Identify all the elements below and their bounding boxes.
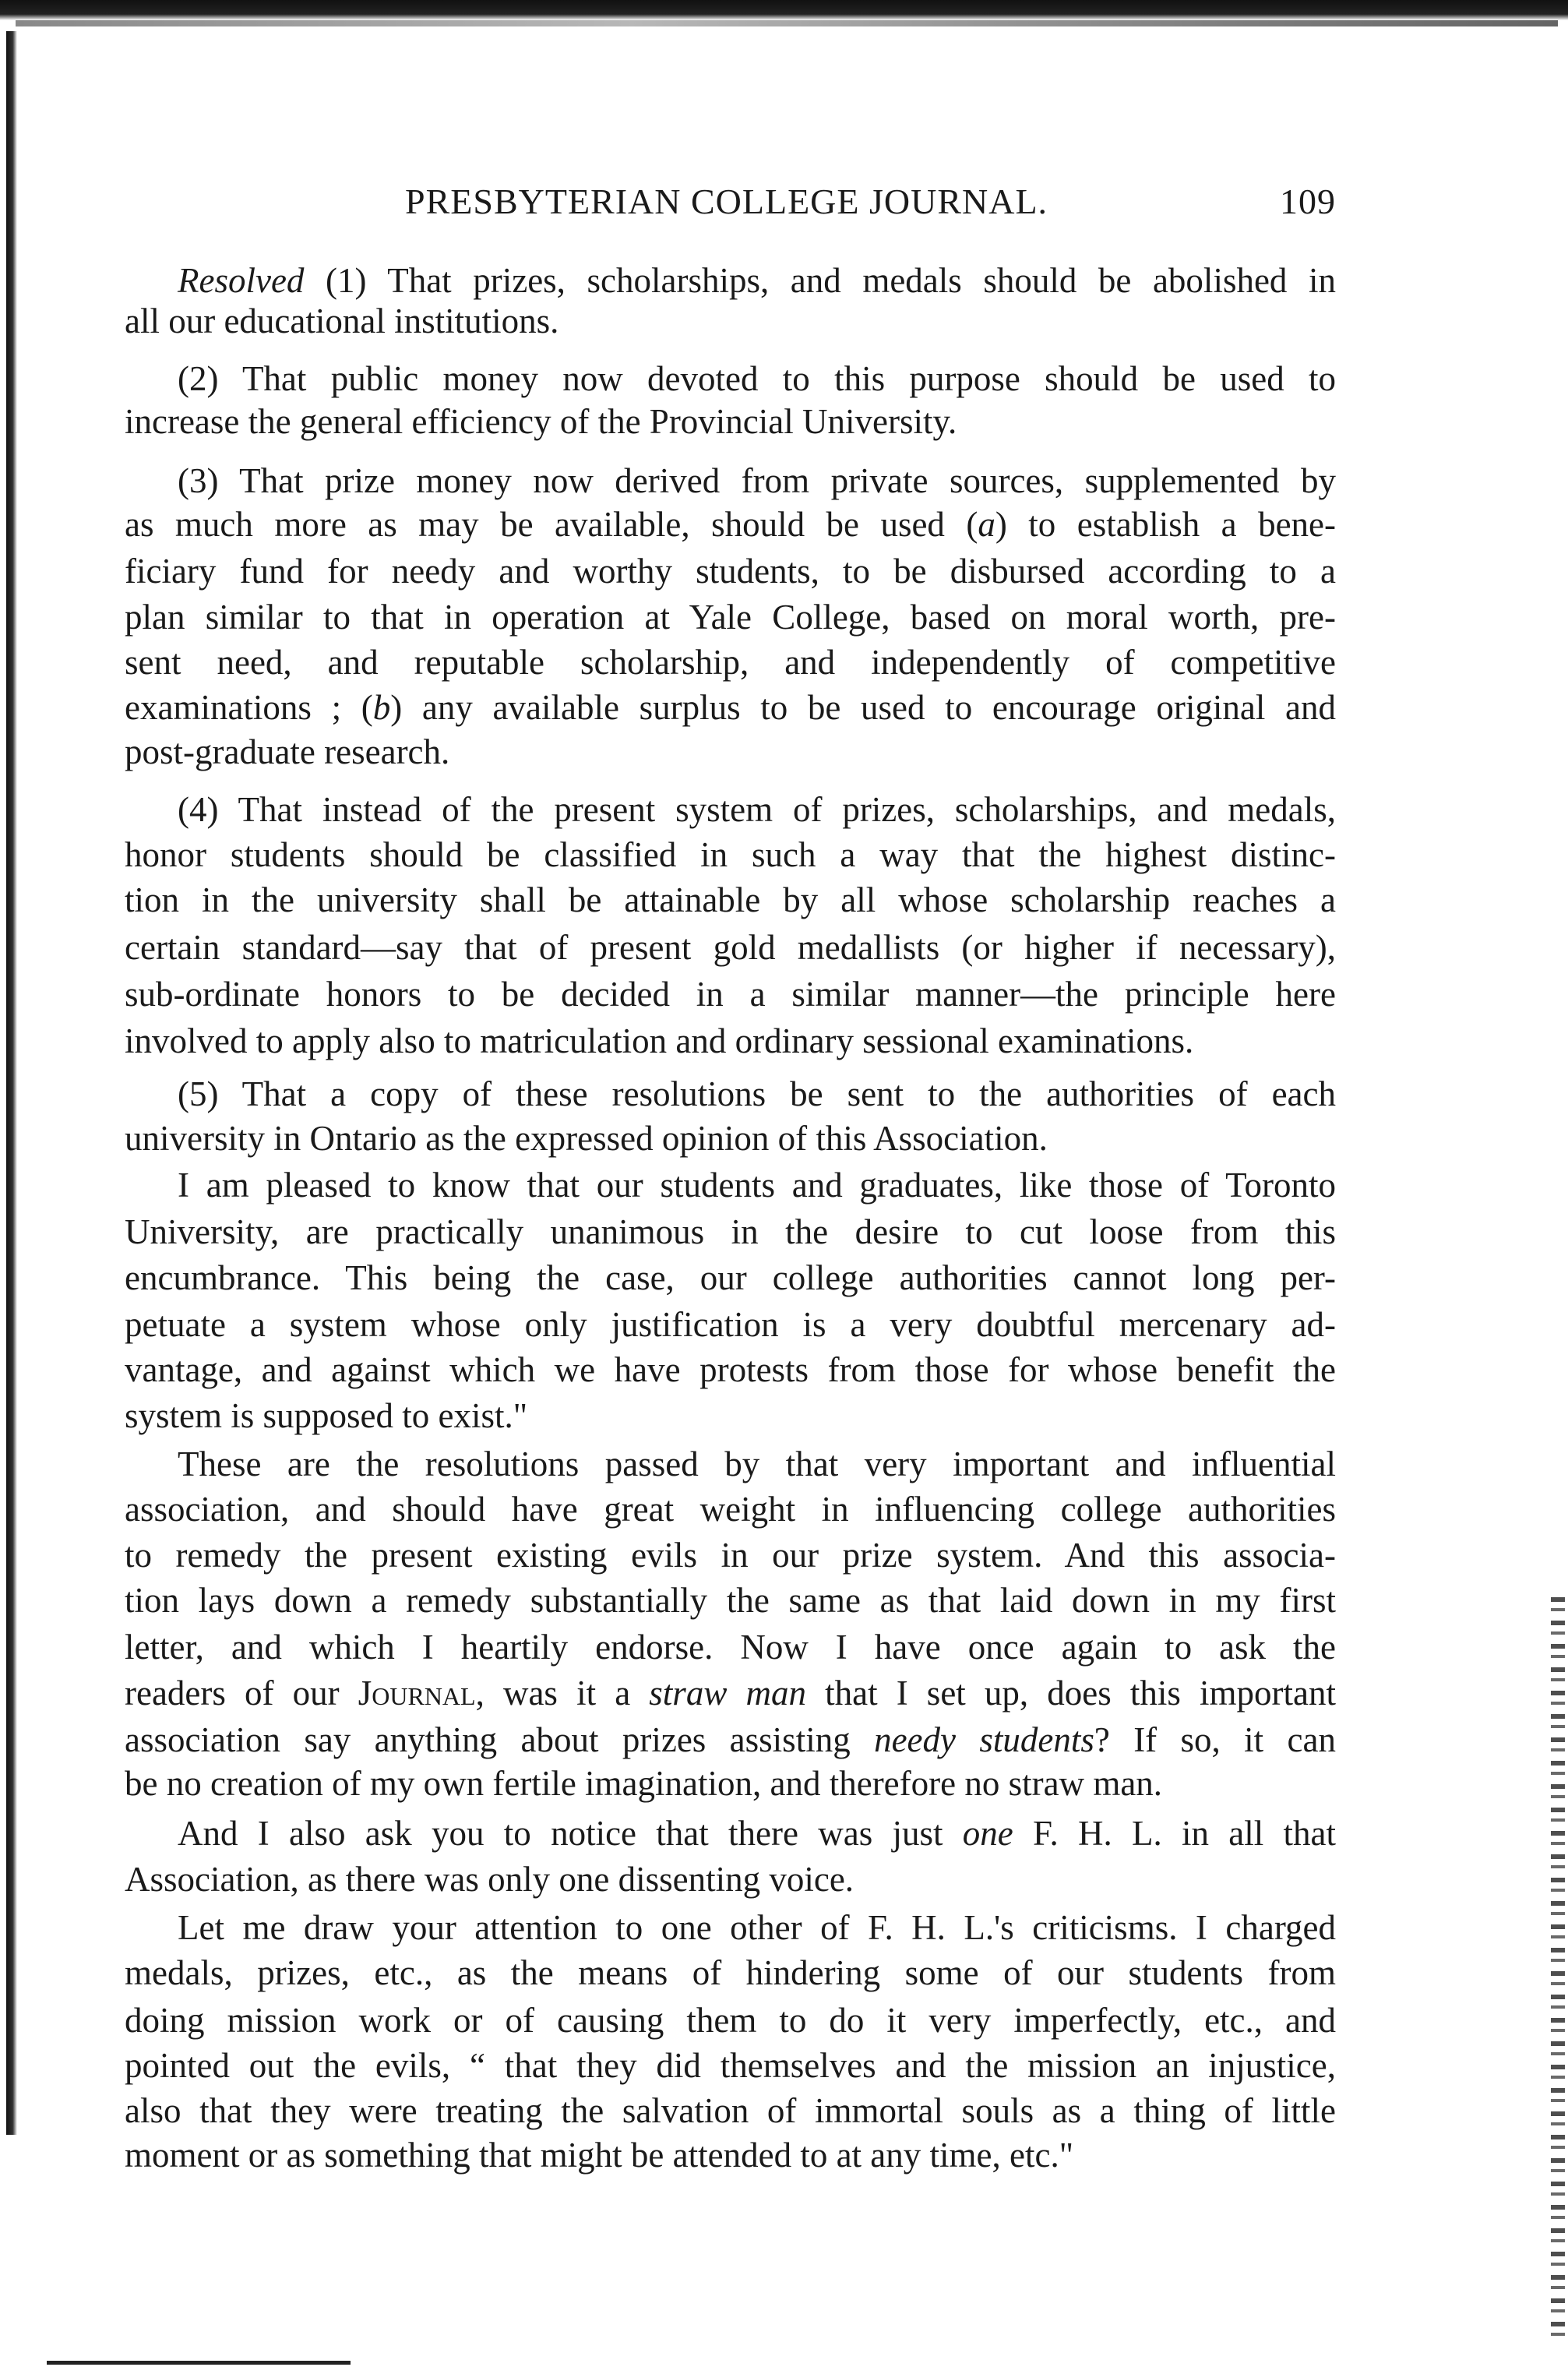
text-run: tion in the university shall be attainable by all whose scholarship reaches a (125, 880, 1336, 919)
text-line (125, 2089, 1336, 2132)
text-line (125, 1718, 1336, 1762)
text-run: (5) That a copy of these resolutions be sent to the authorities of each (178, 1074, 1336, 1113)
text-line (125, 1348, 1336, 1392)
text-run: letter, and which I heartily endorse. Now I have once again to ask the (125, 1628, 1336, 1667)
text-line (125, 1394, 1336, 1437)
text-run: system is supposed to exist." (125, 1396, 528, 1435)
text-line (125, 1998, 1336, 2042)
text-line (125, 833, 1336, 877)
italic-text: one (962, 1814, 1013, 1853)
text-line (125, 503, 1336, 546)
text-line (125, 926, 1336, 969)
text-line (125, 1533, 1336, 1577)
text-run: Association, as there was only one dissenting voice. (125, 1860, 854, 1899)
text-run: Let me draw your attention to one other of F. H. L.'s criticisms. I charged (178, 1908, 1336, 1947)
text-line (178, 788, 1336, 831)
text-run: (3) That prize money now derived from private sources, supplemented by (178, 461, 1336, 500)
text-run: readers of our (125, 1674, 358, 1713)
text-line (125, 1256, 1336, 1300)
text-run: examinations ; ( (125, 688, 373, 727)
text-line (125, 1487, 1336, 1531)
text-line (125, 1019, 1336, 1063)
text-run: plan similar to that in operation at Yale College, based on moral worth, pre- (125, 598, 1336, 637)
text-run: to remedy the present existing evils in our prize system. And this associa- (125, 1536, 1336, 1575)
text-line (178, 1072, 1336, 1116)
text-run: sent need, and reputable scholarship, and independently of competitive (125, 643, 1336, 682)
text-line (125, 640, 1336, 684)
text-run: pointed out the evils, “ that they did themselves and the mission an injustice, (125, 2046, 1336, 2085)
text-run: association say anything about prizes assisting (125, 1720, 875, 1759)
scan-right-noise (1551, 1597, 1565, 2345)
text-run: ficiary fund for needy and worthy students, to be disbursed according to a (125, 552, 1336, 591)
text-line (125, 549, 1336, 593)
text-run: (1) That prizes, scholarships, and medals should be abolished in (304, 261, 1336, 300)
text-run: University, are practically unanimous in the desire to cut loose from this (125, 1212, 1336, 1251)
text-line (178, 357, 1336, 400)
text-run: that I set up, does this important (805, 1674, 1337, 1713)
italic-text: Resolved (178, 261, 305, 300)
text-run: sub-ordinate honors to be decided in a similar manner—the principle here (125, 975, 1336, 1014)
text-line (125, 1210, 1336, 1254)
running-header (125, 181, 1336, 228)
text-run: (4) That instead of the present system of prizes, scholarships, and medals, (178, 790, 1336, 829)
text-run: petuate a system whose only justification is a very doubtful mercenary ad- (125, 1305, 1336, 1344)
text-run: These are the resolutions passed by that very important and influential (178, 1445, 1336, 1483)
text-line (178, 1163, 1336, 1207)
text-run: vantage, and against which we have protests from those for whose benefit the (125, 1350, 1336, 1389)
text-line (125, 400, 1336, 443)
small-caps-text: Journal (358, 1674, 476, 1713)
text-line (125, 730, 1336, 774)
text-line (125, 1671, 1336, 1715)
text-run: association, and should have great weight in influencing college authorities (125, 1490, 1336, 1529)
text-line (125, 1579, 1336, 1622)
scan-left-edge (6, 31, 17, 2135)
text-run: doing mission work or of causing them to do it very imperfectly, etc., and (125, 2001, 1336, 2040)
text-run: , was it a (475, 1674, 650, 1713)
text-line (178, 1811, 1336, 1855)
text-line (178, 259, 1336, 302)
text-line (178, 1906, 1336, 1949)
text-line (125, 686, 1336, 729)
text-line (125, 972, 1336, 1016)
text-run: (2) That public money now devoted to this purpose should be used to (178, 359, 1336, 398)
italic-text: straw man (649, 1674, 806, 1713)
text-run: post-graduate research. (125, 732, 450, 771)
text-run: be no creation of my own fertile imagination, and therefore no straw man. (125, 1764, 1163, 1803)
text-run: moment or as something that might be attended to at any time, etc." (125, 2136, 1074, 2175)
text-line (125, 1116, 1336, 1160)
text-line (125, 1951, 1336, 1995)
text-run: increase the general efficiency of the Provincial University. (125, 402, 957, 441)
text-run: And I also ask you to notice that there was just (178, 1814, 963, 1853)
text-run: involved to apply also to matriculation and ordinary sessional examinations. (125, 1021, 1194, 1060)
text-run: tion lays down a remedy substantially the same as that laid down in my first (125, 1581, 1336, 1620)
text-run: all our educational institutions. (125, 302, 559, 340)
text-line (178, 1442, 1336, 1486)
text-line (125, 2133, 1336, 2177)
text-run: university in Ontario as the expressed opinion of this Association. (125, 1119, 1048, 1158)
text-run: honor students should be classified in such a way that the highest distinc- (125, 835, 1336, 874)
text-run: F. H. L. in all that (1013, 1814, 1336, 1853)
italic-text: a (978, 505, 995, 544)
text-line (125, 299, 1336, 343)
text-line (125, 878, 1336, 922)
text-line (125, 1857, 1336, 1901)
text-run: I am pleased to know that our students and graduates, like those of Toronto (178, 1166, 1336, 1205)
text-run: certain standard—say that of present gold medallists (or higher if necessary), (125, 928, 1336, 967)
page-number: 109 (1280, 182, 1336, 221)
scan-bottom-mark (47, 2361, 351, 2365)
scan-top-edge (0, 0, 1568, 20)
text-line (178, 459, 1336, 503)
text-run: medals, prizes, etc., as the means of hindering some of our students from (125, 1953, 1336, 1992)
italic-text: needy students (874, 1720, 1094, 1759)
text-line (125, 595, 1336, 639)
text-run: as much more as may be available, should be used ( (125, 505, 978, 544)
text-run: encumbrance. This being the case, our college authorities cannot long per- (125, 1258, 1336, 1297)
text-run: ? If so, it can (1094, 1720, 1336, 1759)
text-line (125, 1762, 1336, 1805)
text-line (125, 1303, 1336, 1346)
text-line (125, 2044, 1336, 2087)
text-run: also that they were treating the salvation of immortal souls as a thing of little (125, 2091, 1336, 2130)
scan-top-shadow (16, 20, 1558, 26)
text-line (125, 1625, 1336, 1669)
text-run: ) to establish a bene- (995, 505, 1337, 544)
italic-text: b (372, 688, 391, 727)
text-run: ) any available surplus to be used to encourage original and (390, 688, 1336, 727)
journal-title: PRESBYTERIAN COLLEGE JOURNAL. (405, 182, 1048, 221)
